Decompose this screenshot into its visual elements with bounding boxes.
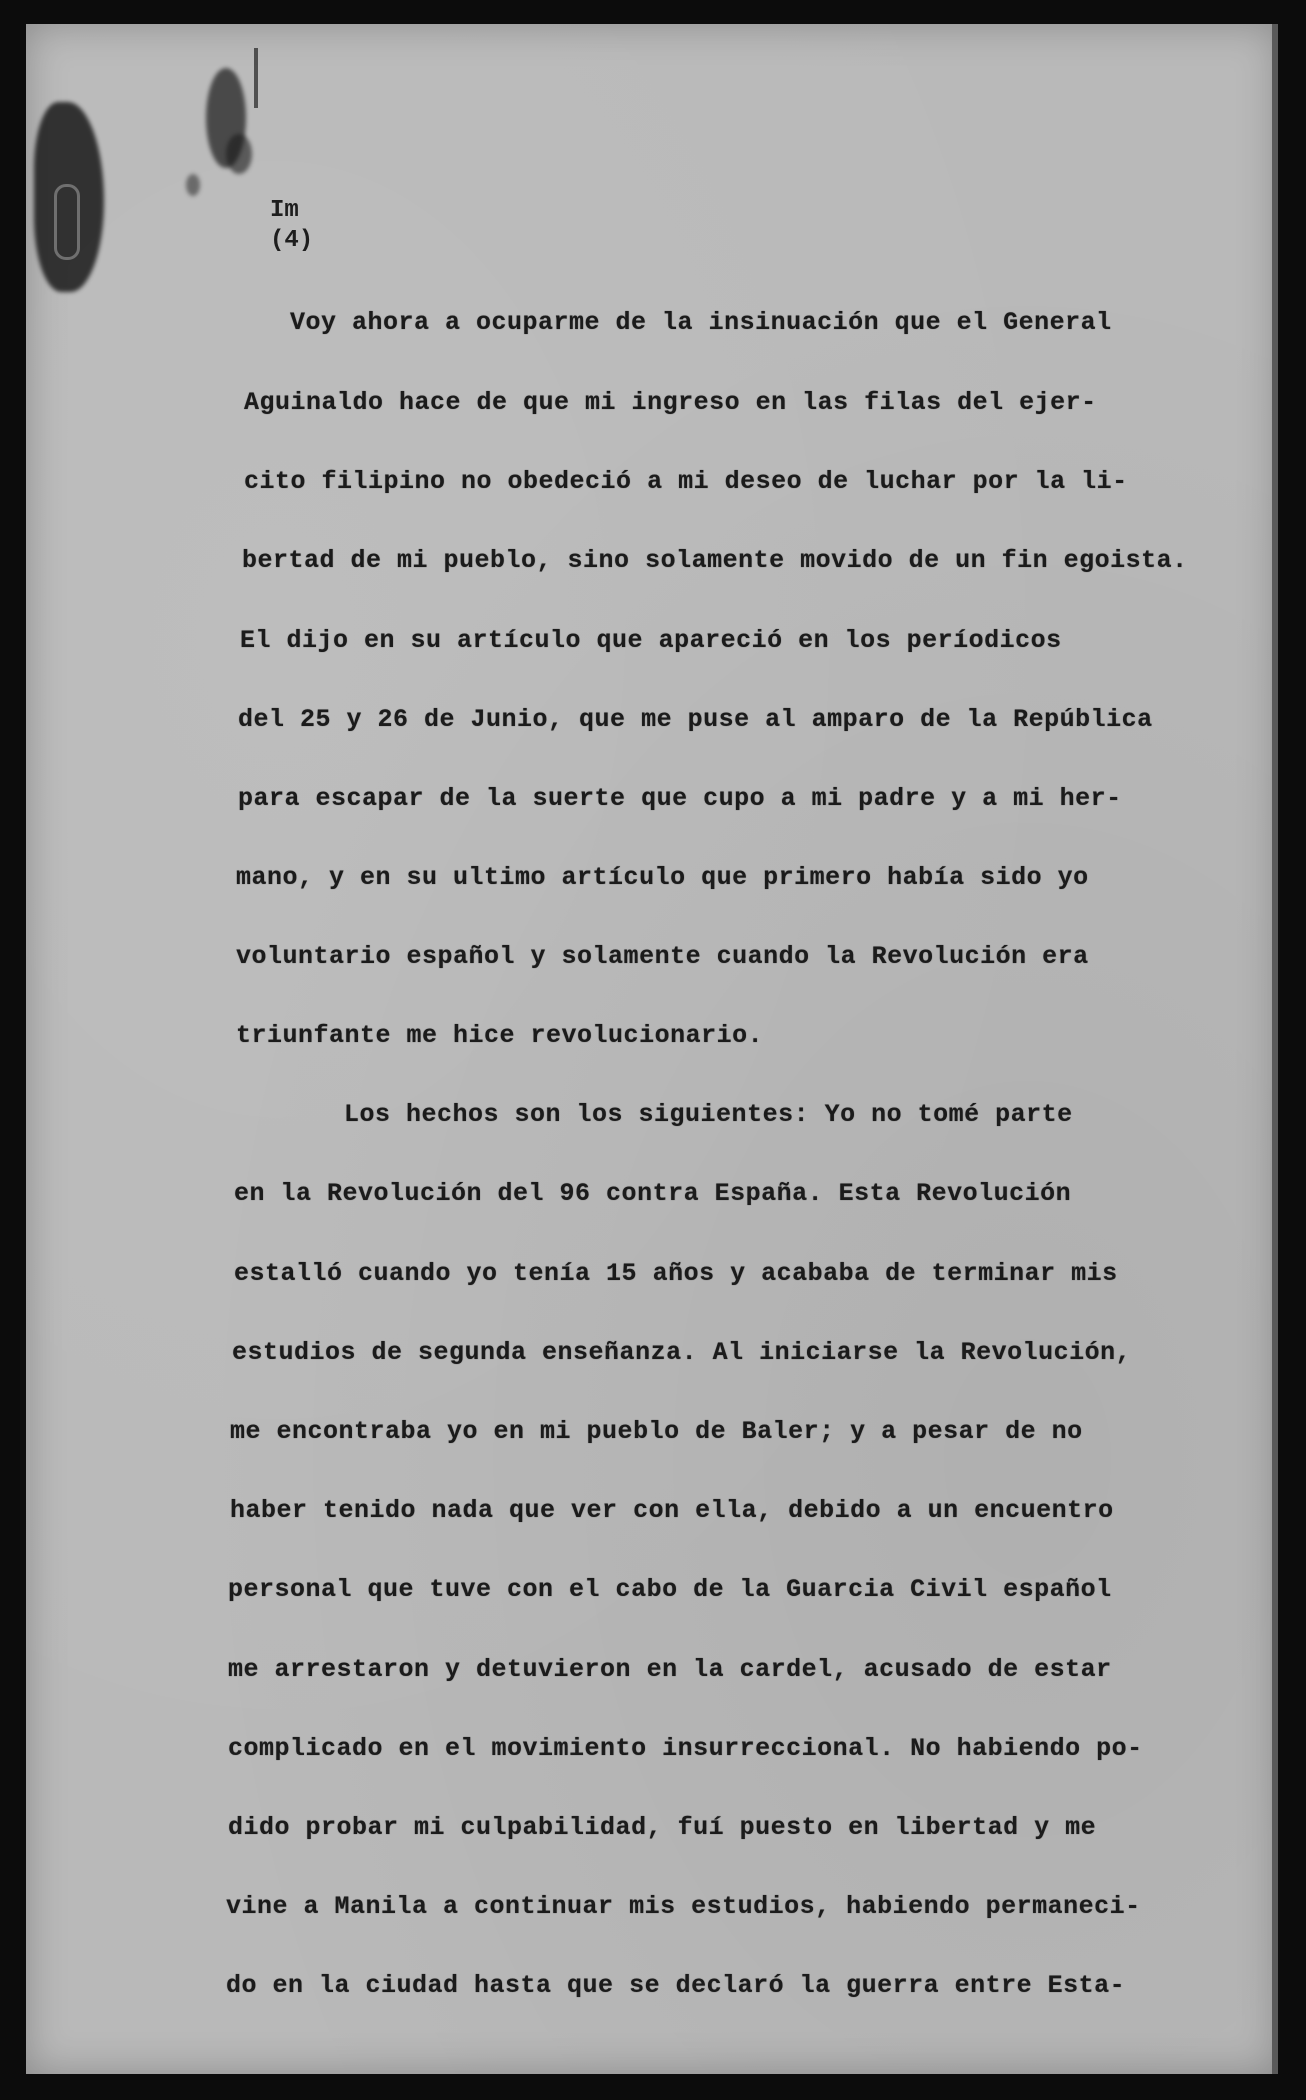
text-line: dido probar mi culpabilidad, fuí puesto en libertad y me [228, 1813, 1097, 1842]
text-line: haber tenido nada que ver con ella, debido a un encuentro [230, 1496, 1114, 1525]
page-code-initials: Im [270, 197, 299, 224]
text-line: me arrestaron y detuvieron en la cardel, acusado de estar [228, 1655, 1112, 1684]
text-line: Los hechos son los siguientes: Yo no tomé parte [344, 1100, 1073, 1129]
text-line: personal que tuve con el cabo de la Guarcia Civil español [228, 1575, 1112, 1604]
text-line: triunfante me hice revolucionario. [236, 1021, 764, 1050]
text-line: Aguinaldo hace de que mi ingreso en las filas del ejer- [244, 388, 1097, 417]
text-line: cito filipino no obedeció a mi deseo de luchar por la li- [244, 467, 1128, 496]
text-line: bertad de mi pueblo, sino solamente movido de un fin egoista. [242, 546, 1188, 575]
text-line: complicado en el movimiento insurreccional. No habiendo po- [228, 1734, 1143, 1763]
text-line: vine a Manila a continuar mis estudios, habiendo permaneci- [226, 1892, 1141, 1921]
text-line: en la Revolución del 96 contra España. Esta Revolución [234, 1179, 1072, 1208]
page-number: (4) [270, 227, 314, 254]
text-line: El dijo en su artículo que apareció en los períodicos [240, 626, 1062, 655]
text-line: para escapar de la suerte que cupo a mi padre y a mi her- [238, 784, 1122, 813]
text-line: voluntario español y solamente cuando la Revolución era [236, 942, 1089, 971]
text-line: mano, y en su ultimo artículo que primero había sido yo [236, 863, 1089, 892]
text-line: Voy ahora a ocuparme de la insinuación que el General [290, 308, 1112, 337]
typed-body [26, 24, 1278, 2074]
text-line: estudios de segunda enseñanza. Al iniciarse la Revolución, [232, 1338, 1132, 1367]
text-line: estalló cuando yo tenía 15 años y acababa de terminar mis [234, 1259, 1118, 1288]
document-page [26, 24, 1278, 2074]
text-line: do en la ciudad hasta que se declaró la guerra entre Esta- [226, 1971, 1126, 2000]
text-line: del 25 y 26 de Junio, que me puse al amparo de la República [238, 705, 1153, 734]
text-line: me encontraba yo en mi pueblo de Baler; y a pesar de no [230, 1417, 1083, 1446]
